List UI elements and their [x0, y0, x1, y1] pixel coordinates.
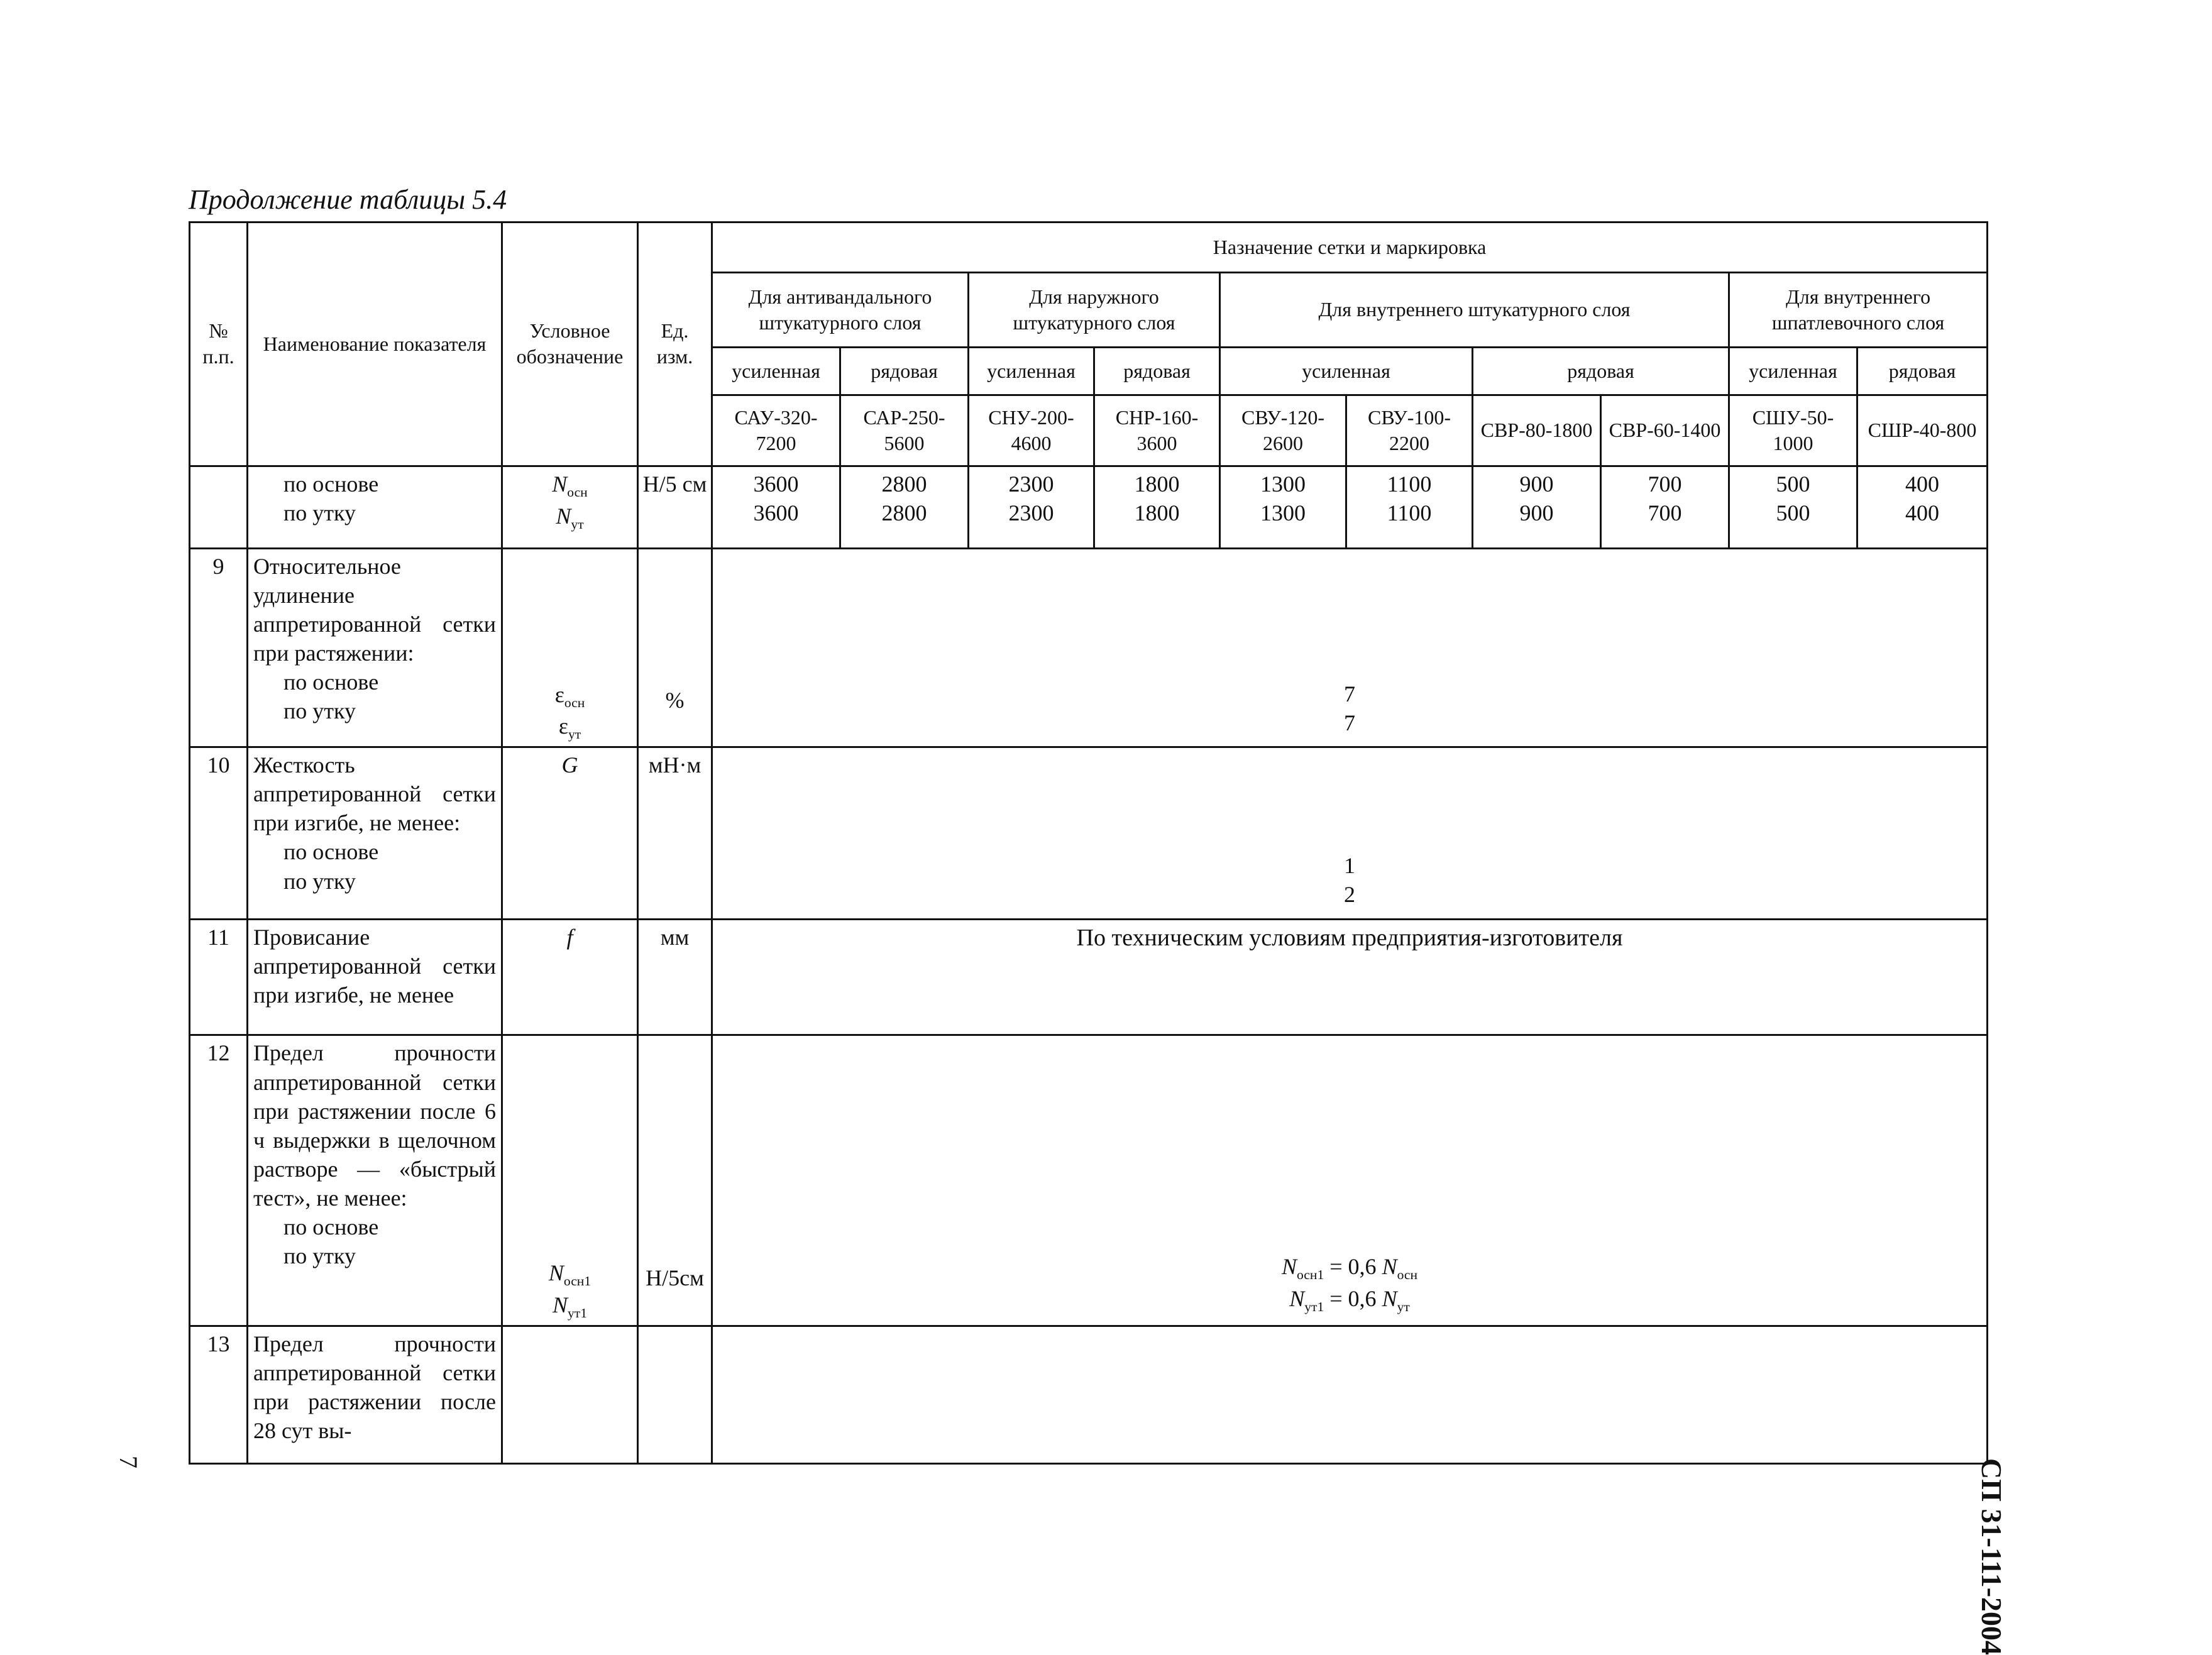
symbol-sub: осн1: [1296, 1267, 1324, 1283]
row-symbol: [502, 1035, 638, 1326]
row-num: 12: [190, 1035, 248, 1326]
type-reinforced: усиленная: [712, 348, 840, 395]
value-cell: [1857, 466, 1988, 548]
row-name-text: Относительное удлинение аппретированной сетки при растяжении:: [253, 553, 496, 666]
label-weft: по утку: [283, 698, 356, 723]
label-base: по основе: [283, 1214, 379, 1240]
type-ordinary: рядовая: [840, 348, 969, 395]
row-value: [712, 1326, 1988, 1463]
formula-base: [718, 1252, 1981, 1284]
weft-value: 500: [1776, 500, 1810, 526]
code-cell: СВР-60-1400: [1601, 395, 1729, 466]
row-unit: Н/5см: [638, 1035, 712, 1326]
weft-value: 400: [1905, 500, 1939, 526]
group-interior-plaster: Для внутреннего штукатурного слоя: [1220, 273, 1729, 348]
document-code: СП 31-111-2004: [1976, 1458, 2008, 1655]
header-unit: Ед. изм.: [638, 223, 712, 466]
code-cell: САР-250-5600: [840, 395, 969, 466]
base-value: 1300: [1260, 471, 1306, 497]
base-value: 400: [1905, 471, 1939, 497]
formula-rhs: = 0,6: [1329, 1286, 1377, 1311]
type-reinforced: усиленная: [1220, 348, 1473, 395]
symbol-sub: осн: [1397, 1267, 1418, 1283]
label-weft: по утку: [283, 500, 356, 526]
symbol-text: N: [552, 471, 568, 497]
base-value: 1800: [1134, 471, 1180, 497]
code-cell: СШР-40-800: [1857, 395, 1988, 466]
weft-value: 1300: [1260, 500, 1306, 526]
symbol-text: ε: [554, 681, 564, 707]
table-row-11: [190, 919, 1988, 1035]
weft-value: 900: [1519, 500, 1554, 526]
table-caption: Продолжение таблицы 5.4: [189, 184, 507, 215]
row-name: Провисание аппретированной сетки при изгибе, не менее: [248, 919, 502, 1035]
row-name: [248, 1035, 502, 1326]
type-ordinary: рядовая: [1094, 348, 1220, 395]
row-symbol: [502, 548, 638, 747]
value-cell: [1473, 466, 1601, 548]
row-symbol: [502, 1326, 638, 1463]
row-unit: мм: [638, 919, 712, 1035]
weft-value: 2800: [881, 500, 927, 526]
symbol-sub: осн: [564, 695, 585, 710]
table-row-12: [190, 1035, 1988, 1326]
row-unit: [638, 1326, 712, 1463]
row-value: По техническим условиям предприятия-изготовителя: [712, 919, 1988, 1035]
code-cell: СНР-160-3600: [1094, 395, 1220, 466]
row-num: 10: [190, 747, 248, 919]
row-unit: мН·м: [638, 747, 712, 919]
symbol-sub: ут: [1397, 1299, 1410, 1315]
weft-value: 1100: [1387, 500, 1432, 526]
base-value: 700: [1648, 471, 1682, 497]
header-num: № п.п.: [190, 223, 248, 466]
row-num: 11: [190, 919, 248, 1035]
weft-value: 2300: [1008, 500, 1054, 526]
label-weft: по утку: [283, 1243, 356, 1269]
row-num: 9: [190, 548, 248, 747]
base-value: 2800: [881, 471, 927, 497]
value-cell: [1601, 466, 1729, 548]
base-value: 500: [1776, 471, 1810, 497]
symbol-sub: осн: [567, 485, 588, 500]
value-cell: [1729, 466, 1857, 548]
code-cell: СНУ-200-4600: [969, 395, 1094, 466]
row-value: [712, 548, 1988, 747]
symbol-text: N: [1382, 1254, 1397, 1280]
group-exterior: Для наружного штукатурного слоя: [969, 273, 1220, 348]
formula-rhs: = 0,6: [1329, 1254, 1377, 1280]
weft-value: 3600: [753, 500, 799, 526]
symbol-text: N: [1382, 1286, 1397, 1311]
row-unit: Н/5 см: [638, 466, 712, 548]
symbol-text: ε: [558, 713, 568, 739]
label-base: по основе: [283, 471, 379, 497]
page-number: 7: [114, 1456, 143, 1468]
row-name: [248, 466, 502, 548]
table-row-13: [190, 1326, 1988, 1463]
properties-table: [189, 221, 1988, 1465]
symbol-text: N: [1281, 1254, 1297, 1280]
weft-value: 7: [1344, 710, 1355, 736]
base-value: 1100: [1387, 471, 1432, 497]
table-row-cont: [190, 466, 1988, 548]
type-ordinary: рядовая: [1857, 348, 1988, 395]
code-cell: САУ-320-7200: [712, 395, 840, 466]
base-value: 1: [1344, 853, 1355, 879]
base-value: 3600: [753, 471, 799, 497]
header-row-1: [190, 223, 1988, 273]
group-interior-putty: Для внутреннего шпатлевочного слоя: [1729, 273, 1988, 348]
label-base: по основе: [283, 669, 379, 695]
symbol-text: N: [1289, 1286, 1305, 1311]
code-cell: СВУ-120-2600: [1220, 395, 1346, 466]
value-cell: [712, 466, 840, 548]
base-value: 7: [1344, 681, 1355, 707]
formula-weft: [718, 1284, 1981, 1316]
row-name: Предел прочности аппретированной сетки при растяжении после 28 сут вы-: [248, 1326, 502, 1463]
value-cell: [1094, 466, 1220, 548]
value-cell: [1220, 466, 1346, 548]
table-row-10: [190, 747, 1988, 919]
symbol-sub: ут: [571, 516, 584, 532]
type-ordinary: рядовая: [1473, 348, 1729, 395]
weft-value: 700: [1648, 500, 1682, 526]
row-symbol: G: [502, 747, 638, 919]
row-value: [712, 747, 1988, 919]
code-cell: СВР-80-1800: [1473, 395, 1601, 466]
value-cell: [840, 466, 969, 548]
type-reinforced: усиленная: [969, 348, 1094, 395]
row-name: [248, 747, 502, 919]
base-value: 900: [1519, 471, 1554, 497]
weft-value: 2: [1344, 882, 1355, 908]
symbol-text: N: [552, 1292, 568, 1317]
row-num: 13: [190, 1326, 248, 1463]
table-row-9: [190, 548, 1988, 747]
label-weft: по утку: [283, 868, 356, 894]
row-num: [190, 466, 248, 548]
code-cell: СВУ-100-2200: [1346, 395, 1473, 466]
header-name: Наименование показателя: [248, 223, 502, 466]
symbol-text: N: [556, 503, 571, 529]
row-symbol: f: [502, 919, 638, 1035]
symbol-sub: осн1: [563, 1273, 592, 1289]
row-unit: %: [638, 548, 712, 747]
symbol-sub: ут1: [567, 1306, 588, 1321]
base-value: 2300: [1008, 471, 1054, 497]
label-base: по основе: [283, 839, 379, 865]
row-name-text: Предел прочности аппретированной сетки при растяжении после 6 ч выдержки в щелочном растворе — «быстрый тест», не менее:: [253, 1040, 496, 1211]
row-symbol: [502, 466, 638, 548]
row-name: [248, 548, 502, 747]
code-cell: СШУ-50-1000: [1729, 395, 1857, 466]
group-antivandal: Для антивандального штукатурного слоя: [712, 273, 969, 348]
value-cell: [969, 466, 1094, 548]
weft-value: 1800: [1134, 500, 1180, 526]
symbol-sub: ут: [568, 727, 581, 742]
symbol-sub: ут1: [1304, 1299, 1324, 1315]
row-name-text: Жесткость аппретированной сетки при изгибе, не менее:: [253, 752, 496, 836]
row-value: [712, 1035, 1988, 1326]
type-reinforced: усиленная: [1729, 348, 1857, 395]
value-cell: [1346, 466, 1473, 548]
header-symbol: Условное обозначение: [502, 223, 638, 466]
symbol-text: N: [548, 1260, 564, 1286]
header-purpose: Назначение сетки и маркировка: [712, 223, 1988, 273]
